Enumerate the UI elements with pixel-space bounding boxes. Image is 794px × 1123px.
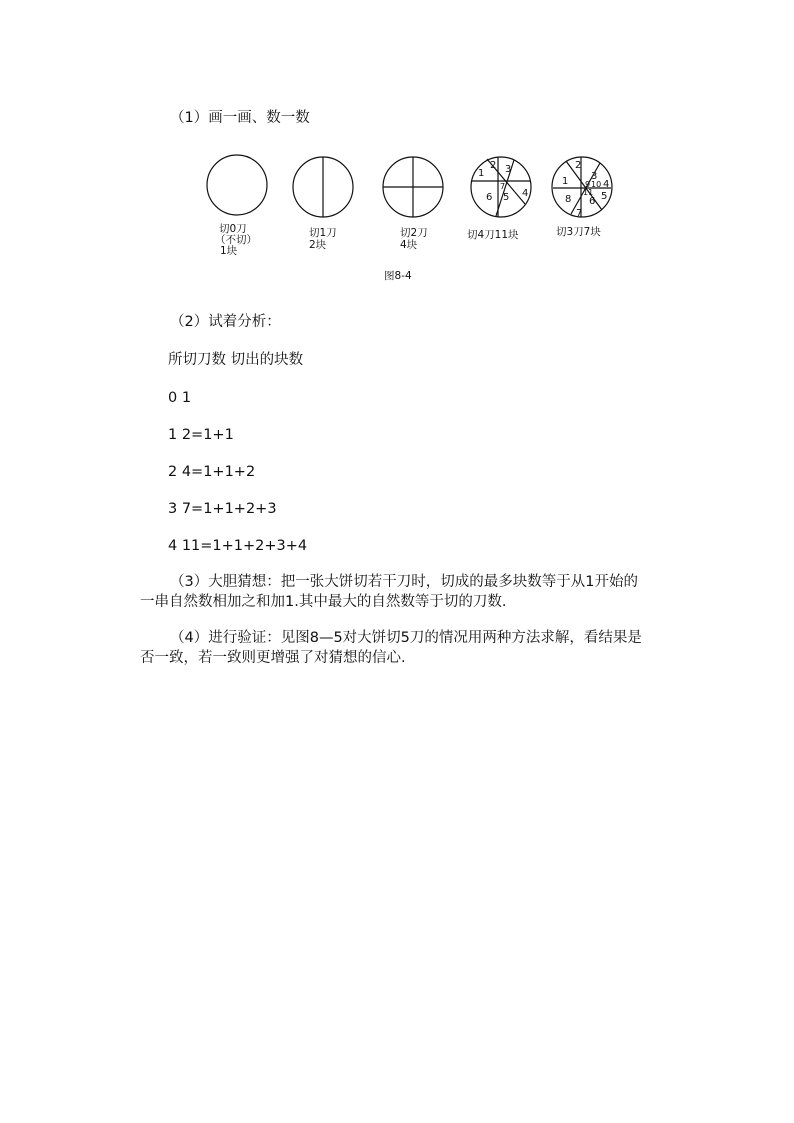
piece-number: 4	[522, 188, 529, 199]
piece-number: 3	[505, 164, 512, 175]
piece-number: 6	[589, 196, 596, 207]
label-cut1: 切1刀	[309, 227, 337, 239]
label-cut4: 切4刀11块	[467, 229, 519, 241]
piece-number: 2	[490, 160, 497, 171]
piece-number: 4	[603, 179, 610, 190]
label-cut1-pieces: 2块	[309, 239, 327, 251]
label-cut0-pieces: 1块	[220, 245, 238, 257]
table-row: 3 7=1+1+2+3	[168, 501, 277, 517]
piece-number: 8	[565, 194, 572, 205]
piece-number: 6	[486, 192, 493, 203]
piece-number: 11	[583, 188, 594, 197]
piece-number: 7	[500, 182, 506, 191]
piece-number: 9	[585, 180, 591, 189]
piece-number: 5	[601, 191, 608, 202]
label-cut2-pieces: 4块	[400, 239, 418, 251]
label-cut2: 切2刀	[400, 227, 428, 239]
piece-number: 7	[576, 208, 583, 219]
piece-number: 3	[591, 171, 598, 182]
figure-caption: 图8-4	[384, 270, 412, 282]
step4-line2: 否一致，若一致则更增强了对猜想的信心.	[140, 650, 406, 666]
figure-8-4	[0, 0, 794, 300]
circle-0-cuts	[207, 155, 267, 215]
table-row: 1 2=1+1	[168, 427, 234, 443]
table-row: 2 4=1+1+2	[168, 464, 256, 480]
label-cut0-note: （不切）	[215, 234, 257, 246]
table-header: 所切刀数 切出的块数	[168, 352, 304, 368]
piece-number: 1	[562, 176, 569, 187]
table-row: 4 11=1+1+2+3+4	[168, 538, 308, 554]
piece-number: 10	[591, 180, 602, 189]
table-row: 0 1	[168, 390, 192, 406]
step2-heading: （2）试着分析：	[170, 314, 281, 330]
label-cut3: 切3刀7块	[556, 226, 601, 238]
step3-line1: （3）大胆猜想：把一张大饼切若干刀时，切成的最多块数等于从1开始的	[170, 574, 638, 590]
piece-number: 2	[575, 160, 582, 171]
piece-number: 1	[478, 168, 485, 179]
step4-line1: （4）进行验证：见图8—5对大饼切5刀的情况用两种方法求解，看结果是	[170, 630, 642, 646]
step1-heading: （1）画一画、数一数	[170, 110, 310, 126]
step3-line2: 一串自然数相加之和加1.其中最大的自然数等于切的刀数.	[140, 594, 507, 610]
label-cut0: 切0刀	[219, 223, 247, 235]
piece-number: 5	[503, 192, 510, 203]
